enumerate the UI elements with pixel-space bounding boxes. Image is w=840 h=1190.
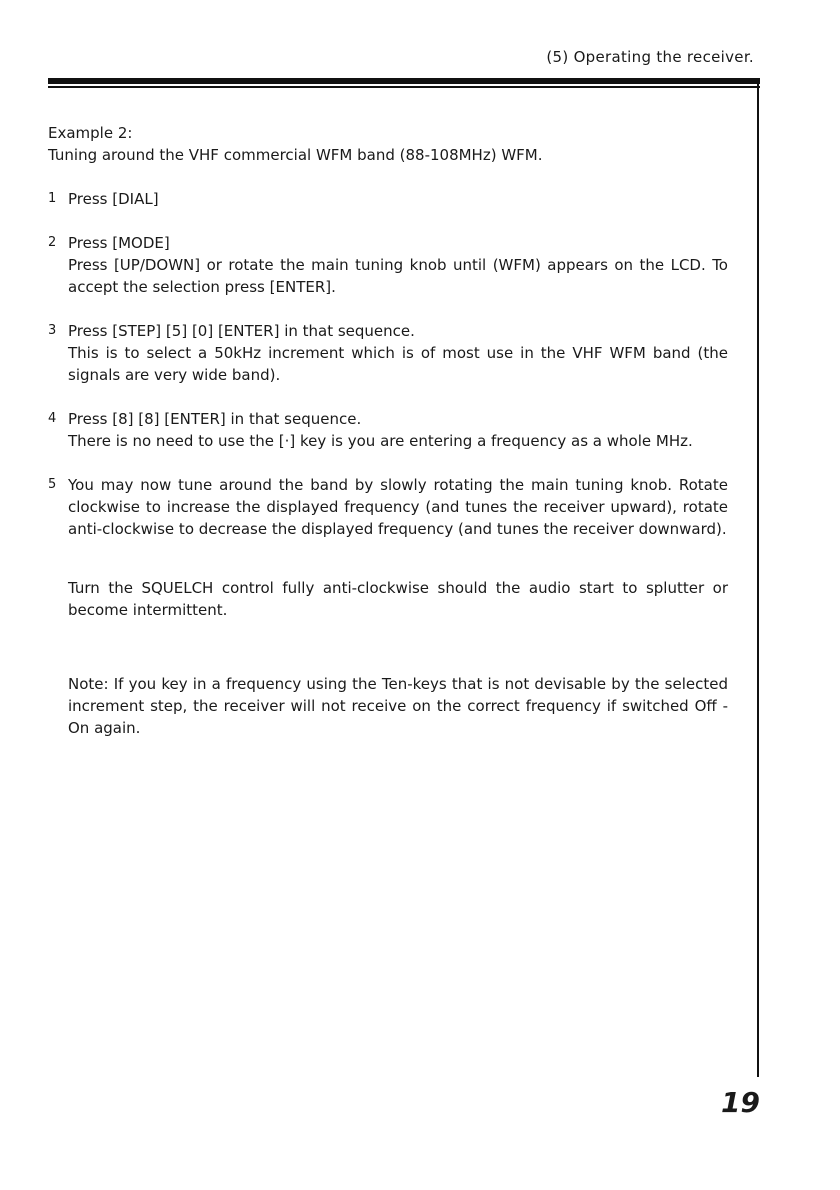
margin-rule: [757, 84, 759, 1077]
page-content: [48, 122, 728, 754]
example-title: Example 2:: [48, 124, 133, 142]
note-paragraph: Note: If you key in a frequency using the Ten-keys that is not devisable by the selected increment step, the receiver will not receive on the correct frequency if switched Off - On again.: [68, 675, 728, 737]
step-text: There is no need to use the [·] key is you are entering a frequency as a whole MHz.: [68, 432, 693, 450]
step-text: Press [MODE]: [68, 234, 170, 252]
step-5: [48, 474, 728, 540]
step-text: Press [UP/DOWN] or rotate the main tuning knob until (WFM) appears on the LCD. To accept the selection press [ENTER].: [68, 256, 728, 296]
step-number: 4: [48, 411, 57, 426]
header-rule: [48, 78, 760, 84]
step-number: 3: [48, 323, 57, 338]
step-2: [48, 232, 728, 298]
step-text: Press [8] [8] [ENTER] in that sequence.: [68, 410, 362, 428]
step-number: 1: [48, 191, 57, 206]
step-text: Press [STEP] [5] [0] [ENTER] in that sequence.: [68, 322, 415, 340]
step-text: You may now tune around the band by slowly rotating the main tuning knob. Rotate clockwise to increase the displayed frequency (and tunes the receiver upward), rotate anti-clockwise to decrease the displayed frequency (and tunes the receiver downward).: [68, 476, 728, 538]
step-number: 5: [48, 477, 57, 492]
page-header: (5) Operating the receiver.: [546, 48, 754, 66]
step-number: 2: [48, 235, 57, 250]
page-number: 19: [721, 1086, 760, 1119]
step-1: [48, 188, 728, 210]
step-text: This is to select a 50kHz increment which is of most use in the VHF WFM band (the signals are very wide band).: [68, 344, 728, 384]
example-subtitle: Tuning around the VHF commercial WFM band (88-108MHz) WFM.: [48, 146, 543, 164]
step-4: [48, 408, 728, 452]
step-3: [48, 320, 728, 386]
header-rule-thin: [48, 86, 760, 88]
squelch-paragraph: Turn the SQUELCH control fully anti-clockwise should the audio start to splutter or become intermittent.: [68, 579, 728, 619]
step-text: Press [DIAL]: [68, 190, 159, 208]
